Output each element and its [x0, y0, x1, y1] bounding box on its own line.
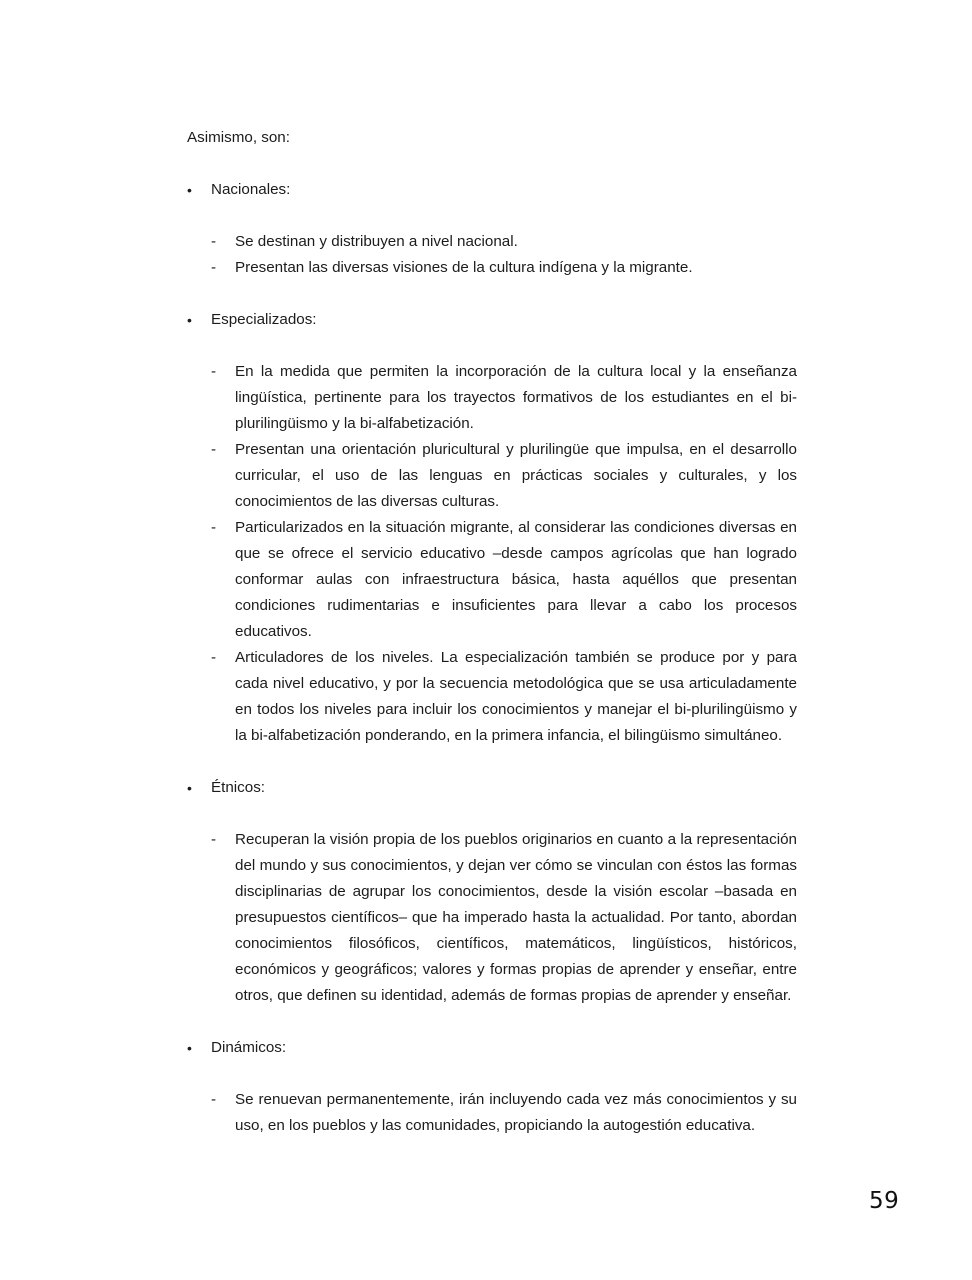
dash-icon: -	[211, 649, 217, 666]
section-especializados	[187, 307, 797, 749]
sub-item-text: Articuladores de los niveles. La especialización también se produce por y para cada nivel educativo, y por la secuencia metodológica que se usa articuladamente en todos los niveles para incluir los conocimientos y manejar el bi-plurilingüismo y la bi-alfabetización ponderando, en la primera infancia, el bilingüismo simultáneo.	[235, 649, 797, 744]
sub-list-item	[187, 827, 797, 1009]
sub-list	[187, 359, 797, 749]
sub-item-text: Presentan una orientación pluricultural y plurilingüe que impulsa, en el desarrollo curricular, el uso de las lenguas en prácticas sociales y culturales, y los conocimientos de las diversas culturas.	[235, 441, 797, 510]
section-title: Dinámicos:	[211, 1039, 287, 1056]
dash-icon: -	[211, 1091, 217, 1108]
section-title: Especializados:	[211, 311, 317, 328]
sub-list-item	[187, 255, 797, 281]
dash-icon: -	[211, 441, 217, 458]
sub-list-item	[187, 515, 797, 645]
section-etnicos	[187, 775, 797, 1009]
bullet-icon: •	[187, 780, 192, 796]
sub-item-text: Presentan las diversas visiones de la cultura indígena y la migrante.	[235, 259, 693, 276]
sub-list	[187, 229, 797, 281]
bullet-item	[187, 1035, 797, 1061]
sub-list	[187, 827, 797, 1009]
section-title: Nacionales:	[211, 181, 291, 198]
bullet-icon: •	[187, 182, 192, 198]
dash-icon: -	[211, 519, 217, 536]
dash-icon: -	[211, 233, 217, 250]
sub-list-item	[187, 437, 797, 515]
sub-item-text: Recuperan la visión propia de los pueblos originarios en cuanto a la representación del mundo y sus conocimientos, y dejan ver cómo se vinculan con éstos las formas disciplinarias de agrupar los conocimientos, desde la visión escolar –basada en presupuestos científicos– que ha imperado hasta la actualidad. Por tanto, abordan conocimientos filosóficos, científicos, matemáticos, lingüísticos, históricos, económicos y geográficos; valores y formas propias de aprender y enseñar, entre otros, que definen su identidad, además de formas propias de aprender y enseñar.	[235, 831, 797, 1004]
bullet-item	[187, 177, 797, 203]
document-body	[187, 125, 797, 1139]
sub-list	[187, 1087, 797, 1139]
dash-icon: -	[211, 259, 217, 276]
bullet-item	[187, 307, 797, 333]
dash-icon: -	[211, 363, 217, 380]
section-nacionales	[187, 177, 797, 281]
sub-item-text: Particularizados en la situación migrante, al considerar las condiciones diversas en que se ofrece el servicio educativo –desde campos agrícolas que han logrado conformar aulas con infraestructura básica, hasta aquéllos que presentan condiciones rudimentarias e insuficientes para llevar a cabo los procesos educativos.	[235, 519, 797, 640]
dash-icon: -	[211, 831, 217, 848]
sub-item-text: Se destinan y distribuyen a nivel nacional.	[235, 233, 518, 250]
sub-list-item	[187, 1087, 797, 1139]
sub-list-item	[187, 645, 797, 749]
section-title: Étnicos:	[211, 779, 266, 796]
sub-item-text: En la medida que permiten la incorporación de la cultura local y la enseñanza lingüística, pertinente para los trayectos formativos de los estudiantes en el bi-plurilingüismo y la bi-alfabetización.	[235, 363, 797, 432]
bullet-item	[187, 775, 797, 801]
sub-item-text: Se renuevan permanentemente, irán incluyendo cada vez más conocimientos y su uso, en los pueblos y las comunidades, propiciando la autogestión educativa.	[235, 1091, 797, 1134]
section-dinamicos	[187, 1035, 797, 1139]
sub-list-item	[187, 359, 797, 437]
intro-paragraph: Asimismo, son:	[187, 129, 290, 146]
bullet-icon: •	[187, 312, 192, 328]
sub-list-item	[187, 229, 797, 255]
page-number: 59	[869, 1188, 900, 1214]
bullet-icon: •	[187, 1040, 192, 1056]
